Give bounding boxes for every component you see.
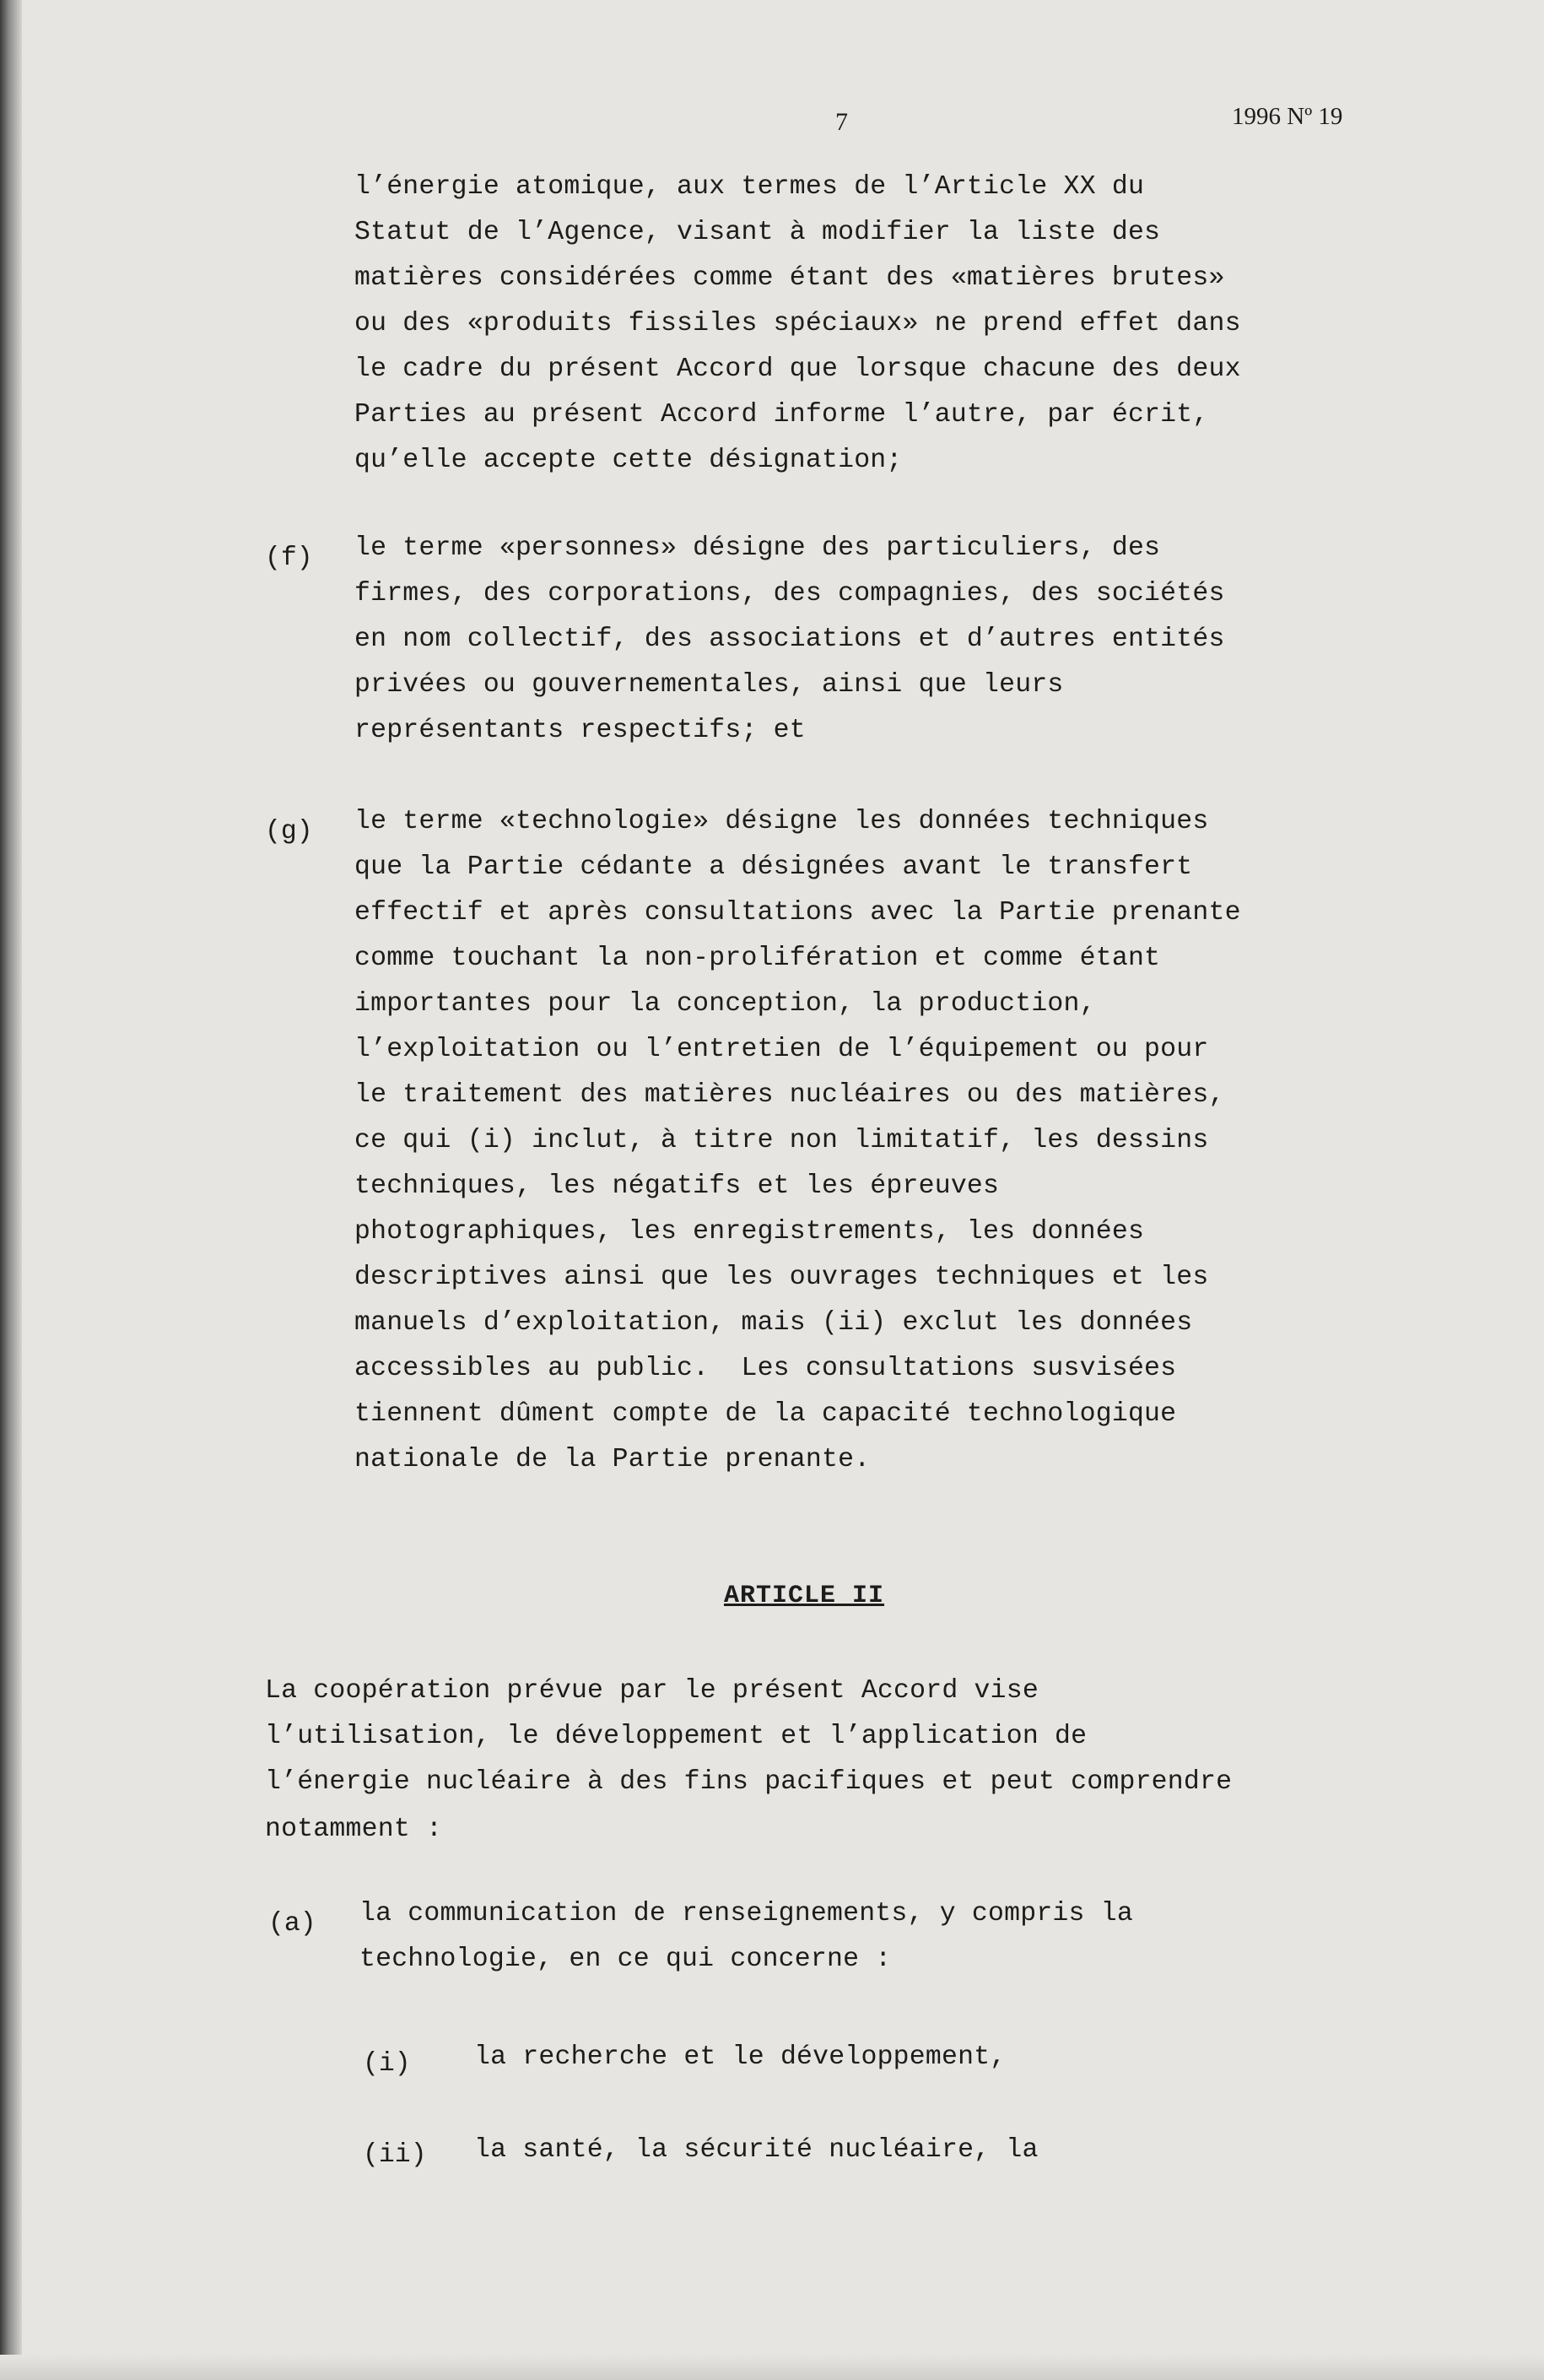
para-e-line: ou des «produits fissiles spéciaux» ne prend effet dans — [354, 309, 1241, 338]
para-g-marker: (g) — [265, 817, 313, 847]
para-f-line: firmes, des corporations, des compagnies, des sociétés — [354, 579, 1225, 609]
para-g-line: importantes pour la conception, la production, — [354, 989, 1096, 1019]
item-a-marker: (a) — [268, 1909, 316, 1939]
item-a-line: technologie, en ce qui concerne : — [359, 1945, 892, 1974]
para-g-line: le terme «technologie» désigne les données techniques — [354, 807, 1209, 836]
binding-shadow — [0, 0, 22, 2380]
para-e-line: qu’elle accepte cette désignation; — [354, 446, 903, 475]
page-bottom-edge — [0, 2355, 1544, 2380]
sub-ii-marker: (ii) — [363, 2140, 427, 2170]
article-intro-line: notamment : — [265, 1815, 443, 1844]
para-e-line: le cadre du présent Accord que lorsque chacune des deux — [354, 354, 1241, 384]
para-g-line: effectif et après consultations avec la Partie prenante — [354, 898, 1241, 928]
para-g-line: comme touchant la non-prolifération et comme étant — [354, 944, 1161, 973]
article-intro-line: La coopération prévue par le présent Accord vise — [265, 1676, 1039, 1706]
para-g-line: le traitement des matières nucléaires ou des matières, — [354, 1080, 1225, 1110]
document-reference: 1996 Nº 19 — [1232, 103, 1343, 130]
sub-ii-text: la santé, la sécurité nucléaire, la — [474, 2135, 1039, 2165]
article-intro-line: l’énergie nucléaire à des fins pacifiques et peut comprendre — [265, 1767, 1233, 1797]
para-f-marker: (f) — [265, 544, 313, 573]
para-g-line: que la Partie cédante a désignées avant le transfert — [354, 852, 1193, 882]
article-heading: ARTICLE II — [724, 1582, 885, 1610]
para-f-line: privées ou gouvernementales, ainsi que leurs — [354, 670, 1064, 700]
item-a-line: la communication de renseignements, y compris la — [359, 1899, 1133, 1928]
sub-i-text: la recherche et le développement, — [474, 2042, 1007, 2072]
para-g-line: tiennent dûment compte de la capacité technologique — [354, 1399, 1177, 1429]
para-g-line: descriptives ainsi que les ouvrages techniques et les — [354, 1263, 1209, 1292]
para-g-line: techniques, les négatifs et les épreuves — [354, 1171, 1000, 1201]
para-f-line: le terme «personnes» désigne des particuliers, des — [354, 533, 1161, 563]
article-intro-line: l’utilisation, le développement et l’application de — [265, 1722, 1088, 1751]
para-e-line: Parties au présent Accord informe l’autre, par écrit, — [354, 400, 1209, 430]
page-number: 7 — [835, 108, 848, 136]
para-g-line: photographiques, les enregistrements, les données — [354, 1217, 1145, 1247]
para-g-line: manuels d’exploitation, mais (ii) exclut les données — [354, 1308, 1193, 1338]
para-g-line: ce qui (i) inclut, à titre non limitatif, les dessins — [354, 1126, 1209, 1155]
para-g-line: nationale de la Partie prenante. — [354, 1445, 871, 1474]
para-e-line: l’énergie atomique, aux termes de l’Article XX du — [354, 172, 1145, 202]
para-g-line: l’exploitation ou l’entretien de l’équipement ou pour — [354, 1035, 1209, 1064]
para-e-line: matières considérées comme étant des «matières brutes» — [354, 263, 1225, 293]
para-f-line: en nom collectif, des associations et d’autres entités — [354, 625, 1225, 654]
sub-i-marker: (i) — [363, 2049, 411, 2079]
para-f-line: représentants respectifs; et — [354, 716, 806, 745]
para-g-line: accessibles au public. Les consultations susvisées — [354, 1354, 1177, 1383]
para-e-line: Statut de l’Agence, visant à modifier la liste des — [354, 218, 1161, 247]
